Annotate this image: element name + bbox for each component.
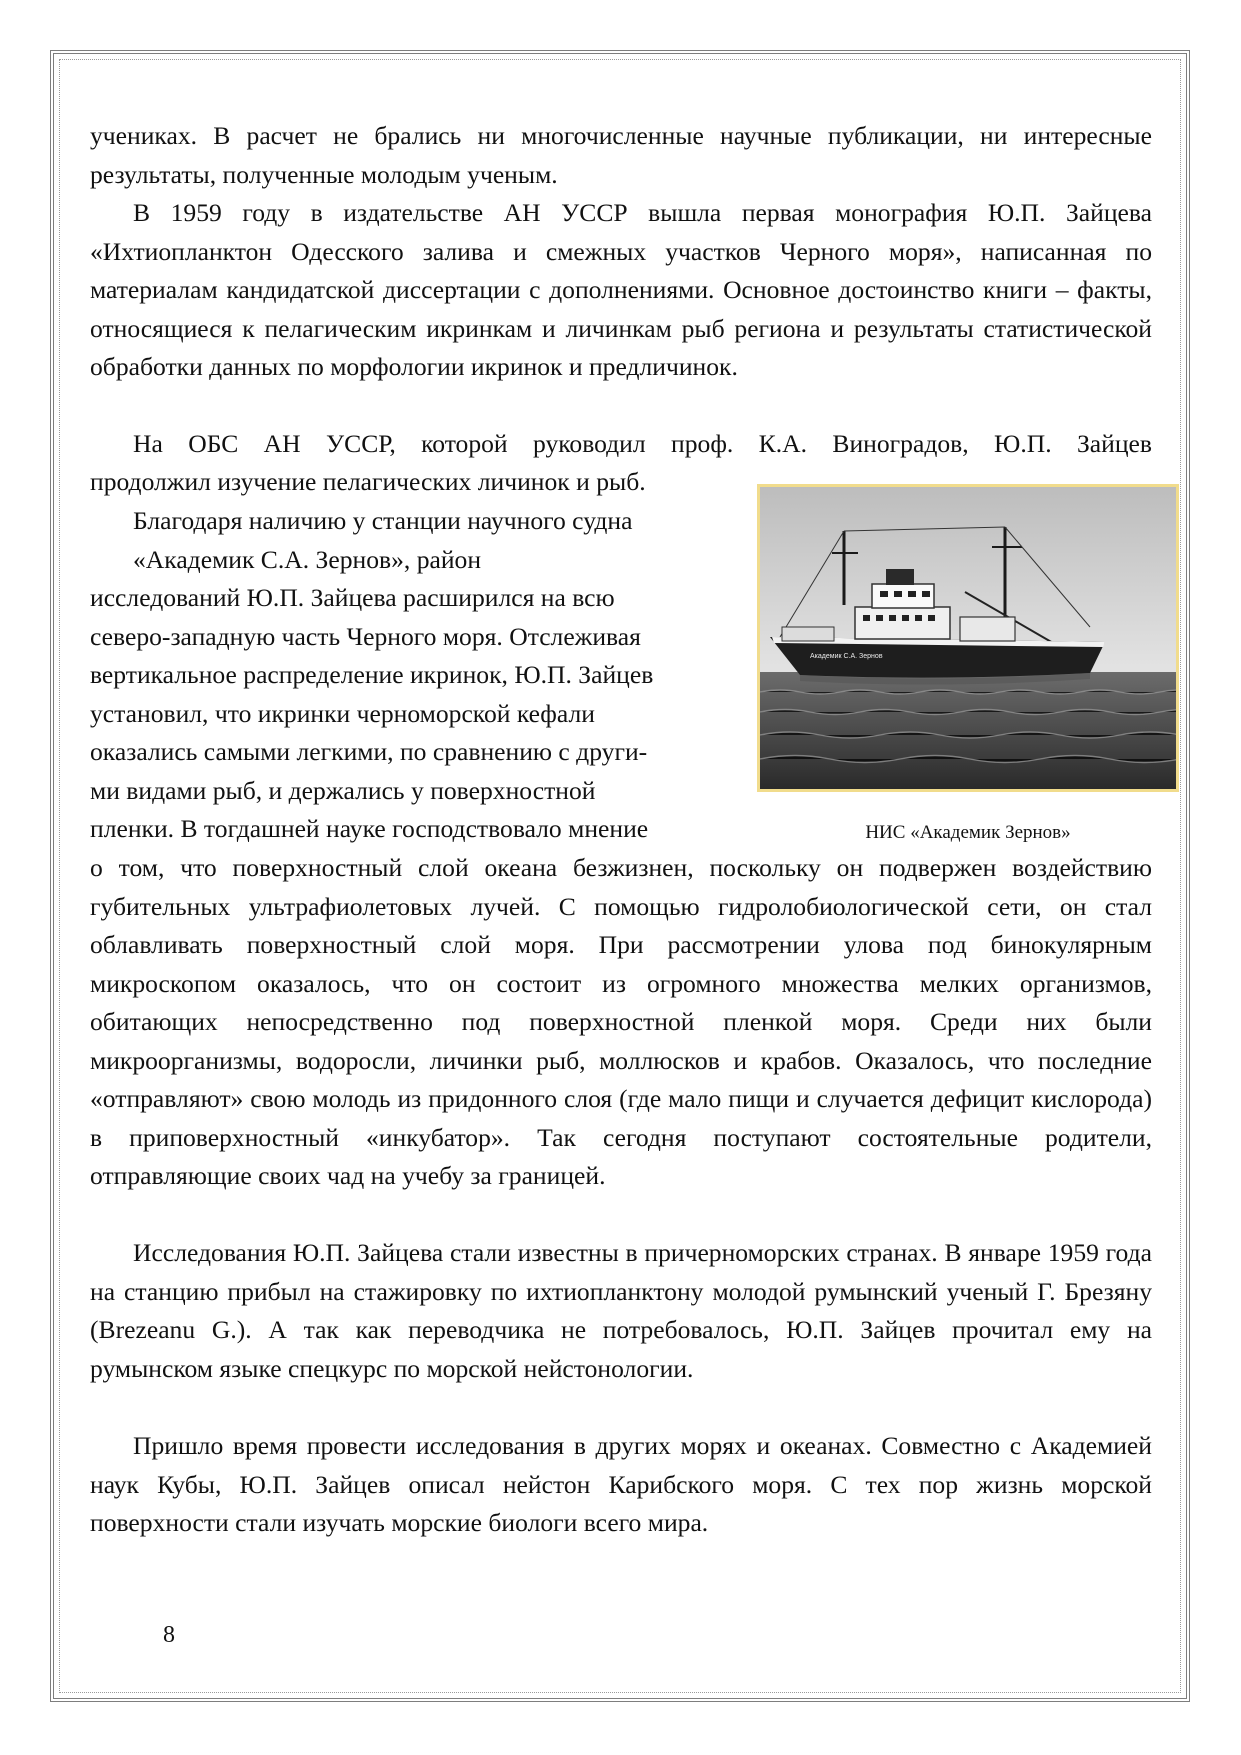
paragraph-4-line-5: вертикальное распределение икринок, Ю.П. Зайцев [90, 660, 654, 689]
paragraph-4-continued: о том, что поверхностный слой океана безжизнен, поскольку он подвержен воздействию губительных ультрафиолетовых лучей. С помощью гидролобиологической сети, он стал облавливать поверхностный слой моря. При рассмотрении улова под бинокулярным микроскопом оказалось, что он состоит из огромного множества мелких организмов, обитающих непосредственно под поверхностной пленкой моря. Среди них были микроорганизмы, водоросли, личинки рыб, моллюсков и крабов. Оказалось, что последние «отправляют» свою молодь из придонного слоя (где мало пищи и случается дефицит кислорода) в приповерхностный «инкубатор». Так сегодня поступают состоятельные родители, отправляющие своих чад на учебу за границей. [90, 853, 1152, 1190]
paragraph-6: Пришло время провести исследования в других морях и океанах. Совместно с Академией наук Кубы, Ю.П. Зайцев описал нейстон Карибского моря. С тех пор жизнь морской поверхности стали изучать морские биологи всего мира. [90, 1431, 1152, 1537]
photo-caption: НИС «Академик Зернов» [865, 822, 1071, 843]
paragraph-2: В 1959 году в издательстве АН УССР вышла первая монография Ю.П. Зайцева «Ихтиопланктон Одесского залива и смежных участков Черного моря», написанная по материалам кандидатской диссертации с дополнениями. Основное достоинство книги – факты, относящиеся к пелагическим икринкам и личинкам рыб региона и результаты статистической обработки данных по морфологии икринок и предличинок. [90, 198, 1152, 381]
ship-hull-name: Академик С.А. Зернов [810, 653, 883, 660]
paragraph-1: учениках. В расчет не брались ни многочисленные научные публикации, ни интересные результаты, полученные молодым ученым. [90, 121, 1152, 189]
paragraph-4-line-3: исследований Ю.П. Зайцева расширился на всю [90, 583, 615, 612]
paragraph-4-line-9: пленки. В тогдашней науке господствовало мнение [90, 814, 649, 843]
paragraph-4-line-7: оказались самыми легкими, по сравнению с други- [90, 737, 648, 766]
paragraph-4-line-1: Благодаря наличию у станции научного судна [133, 506, 633, 535]
paragraph-3-line-2: продолжил изучение пелагических личинок и рыб. [90, 467, 646, 496]
paragraph-4-line-2: «Академик С.А. Зернов», район [133, 545, 482, 574]
paragraph-4-line-8: ми видами рыб, и держались у поверхностной [90, 776, 596, 805]
page-number: 8 [163, 1622, 175, 1648]
paragraph-5: Исследования Ю.П. Зайцева стали известны в причерноморских странах. В январе 1959 года на станцию прибыл на стажировку по ихтиопланктону молодой румынский ученый Г. Брезяну (Brezeanu G.). А так как переводчика не потребовалось, Ю.П. Зайцев прочитал ему на румынском языке спецкурс по морской нейстонологии. [90, 1238, 1152, 1383]
ship-photo [757, 484, 1179, 792]
paragraph-3-line-1: На ОБС АН УССР, которой руководил проф. К.А. Виноградов, Ю.П. Зайцев [133, 429, 1152, 458]
paragraph-4-line-6: установил, что икринки черноморской кефали [90, 699, 595, 728]
paragraph-4-line-4: северо-западную часть Черного моря. Отслеживая [90, 622, 641, 651]
